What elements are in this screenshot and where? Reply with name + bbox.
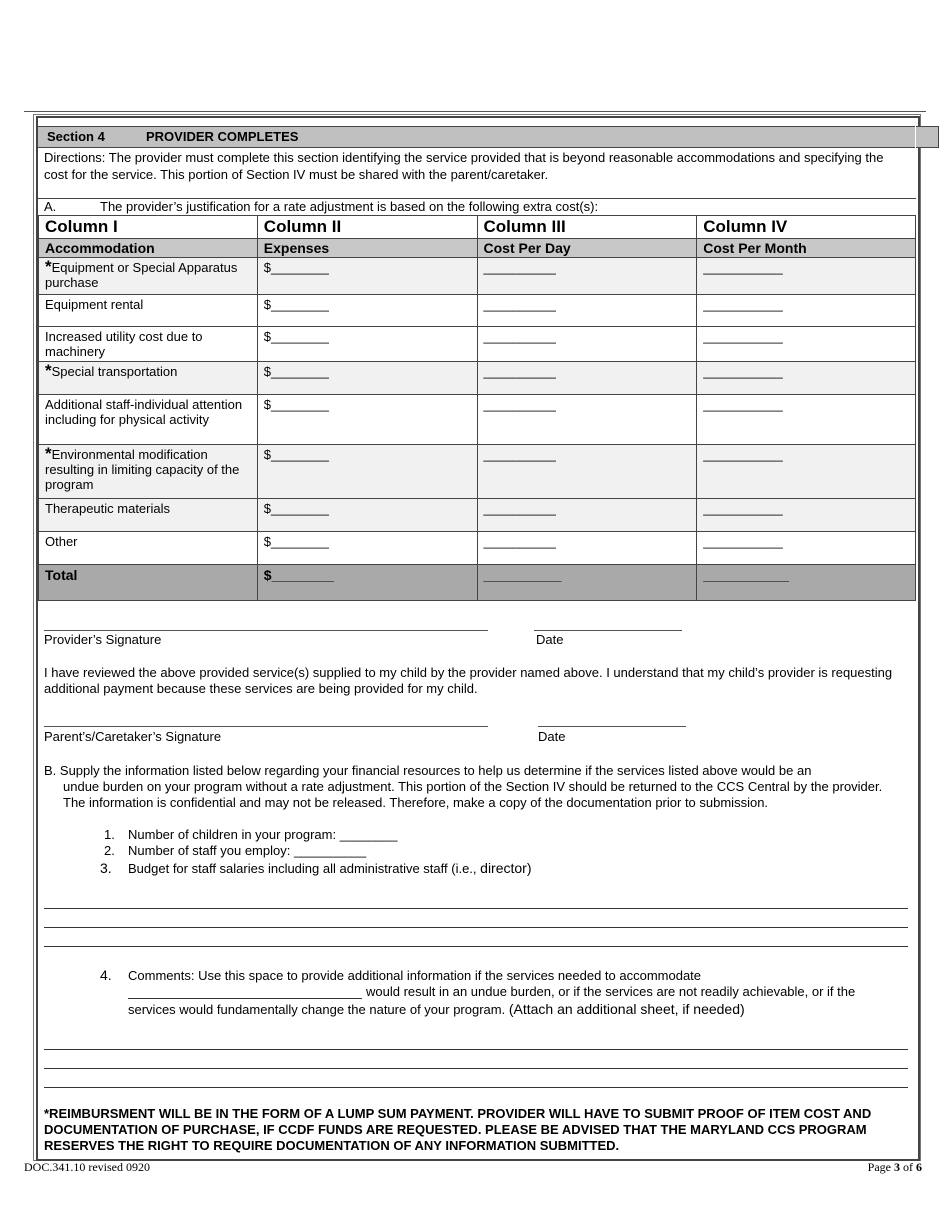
- expense-field[interactable]: $________: [257, 295, 477, 327]
- cost-per-month-field[interactable]: ___________: [697, 295, 916, 327]
- cost-per-day-field[interactable]: __________: [477, 532, 697, 565]
- budget-label: [128, 860, 532, 876]
- total-day-field[interactable]: __________: [477, 565, 697, 601]
- accommodation-label: Increased utility cost due to machinery: [45, 329, 203, 359]
- asterisk: *: [45, 361, 52, 380]
- list-number: 3.: [100, 860, 112, 876]
- column-header-row: [39, 216, 916, 239]
- table-row: [39, 327, 916, 362]
- accommodation-label: Environmental modification resulting in limiting capacity of the program: [45, 447, 240, 492]
- table-row: [39, 499, 916, 532]
- accommodation-cell: [39, 532, 258, 565]
- provider-date-line[interactable]: [534, 630, 682, 631]
- budget-answer-line[interactable]: [44, 946, 908, 947]
- table-row: [39, 395, 916, 445]
- reimbursement-notice: *REIMBURSMENT WILL BE IN THE FORM OF A LUMP SUM PAYMENT. PROVIDER WILL HAVE TO SUBMIT PROOF OF ITEM COST AND DOCUMENTATION OF PURCHASE, IF CCDF FUNDS ARE REQUESTED. PLEASE BE ADVISED THAT THE MARYLAND CCS PROGRAM RESERVES THE RIGHT TO REQUIRE DOCUMENTATION OF ANY INFORMATION SUBMITTED.: [44, 1106, 872, 1153]
- part-a-text: The provider’s justification for a rate adjustment is based on the following extra cost(s):: [100, 199, 599, 214]
- list-number: 1.: [104, 827, 115, 842]
- table-row: [39, 532, 916, 565]
- cost-table: [38, 215, 916, 601]
- children-count-field[interactable]: Number of children in your program: ________: [128, 827, 398, 842]
- cost-per-month-field[interactable]: ___________: [697, 362, 916, 395]
- budget-answer-line[interactable]: [44, 908, 908, 909]
- accommodation-cell: [39, 395, 258, 445]
- accommodation-cell: [39, 258, 258, 295]
- parent-date-line[interactable]: [538, 726, 686, 727]
- parent-signature-label: Parent’s/Caretaker’s Signature: [44, 729, 222, 744]
- section-header: [38, 126, 915, 148]
- parent-signature-line[interactable]: [44, 726, 488, 727]
- accommodation-blank[interactable]: [128, 998, 362, 999]
- accommodation-cell: [39, 445, 258, 499]
- cost-per-month-field[interactable]: ___________: [697, 445, 916, 499]
- part-a-letter: A.: [44, 199, 57, 214]
- table-row: [39, 445, 916, 499]
- page-total: 6: [916, 1160, 922, 1174]
- accommodation-cell: [39, 499, 258, 532]
- cost-per-day-field[interactable]: __________: [477, 295, 697, 327]
- cost-per-day-field[interactable]: __________: [477, 327, 697, 362]
- budget-tail: director): [480, 860, 532, 876]
- provider-signature-line[interactable]: [44, 630, 488, 631]
- budget-text: Budget for staff salaries including all administrative staff (i.e.,: [128, 861, 477, 876]
- total-label: Total: [39, 565, 258, 601]
- total-expense-field[interactable]: $________: [257, 565, 477, 601]
- section-title: PROVIDER COMPLETES: [146, 129, 299, 144]
- accommodation-cell: [39, 295, 258, 327]
- table-row: [39, 258, 916, 295]
- section-header-tab: [916, 126, 939, 148]
- column-subheader-row: [39, 239, 916, 258]
- staff-count-field[interactable]: Number of staff you employ: __________: [128, 843, 367, 858]
- comments-text-line3: [128, 1001, 745, 1017]
- list-number: 2.: [104, 843, 115, 858]
- comments-text-line2: would result in an undue burden, or if the services are not readily achievable, or if the: [366, 984, 856, 999]
- of-word: of: [903, 1160, 913, 1174]
- comments-answer-line[interactable]: [44, 1068, 908, 1069]
- cost-per-day-field[interactable]: __________: [477, 445, 697, 499]
- provider-signature-label: Provider’s Signature: [44, 632, 162, 647]
- parent-acknowledgement: I have reviewed the above provided service(s) supplied to my child by the provider named above. I understand that my child’s provider is requesting additional payment because these services are being provided for my child.: [44, 665, 893, 696]
- expense-field[interactable]: $________: [257, 532, 477, 565]
- cost-per-month-field[interactable]: ___________: [697, 395, 916, 445]
- cost-per-month-field[interactable]: ___________: [697, 499, 916, 532]
- column-subheader: Cost Per Day: [477, 239, 697, 258]
- part-b-text: undue burden on your program without a rate adjustment. This portion of the Section IV should be returned to the CCS Central by the provider. The information is confidential and may not be released. Therefore, make a copy of the documentation prior to submission.: [63, 779, 883, 810]
- cost-per-day-field[interactable]: __________: [477, 395, 697, 445]
- accommodation-label: Equipment or Special Apparatus purchase: [45, 260, 238, 290]
- accommodation-label: Other: [45, 534, 78, 549]
- comments-text: services would fundamentally change the nature of your program.: [128, 1002, 506, 1017]
- accommodation-cell: [39, 327, 258, 362]
- comments-answer-line[interactable]: [44, 1087, 908, 1088]
- cost-per-day-field[interactable]: __________: [477, 499, 697, 532]
- expense-field[interactable]: $________: [257, 499, 477, 532]
- accommodation-cell: [39, 362, 258, 395]
- section-directions: Directions: The provider must complete this section identifying the service provided that is beyond reasonable accommodations and specifying the cost for the service. This portion of Section IV must be shared with the parent/caretaker.: [44, 150, 884, 182]
- accommodation-label: Therapeutic materials: [45, 501, 170, 516]
- provider-date-label: Date: [536, 632, 564, 647]
- table-row: [39, 362, 916, 395]
- comments-text-line1: Comments: Use this space to provide additional information if the services needed to accommodate: [128, 968, 702, 983]
- asterisk: *: [45, 444, 52, 463]
- accommodation-label: Special transportation: [51, 364, 178, 379]
- expense-field[interactable]: $________: [257, 258, 477, 295]
- page-number: [868, 1160, 922, 1175]
- expense-field[interactable]: $________: [257, 327, 477, 362]
- part-b-text-line1: B. Supply the information listed below regarding your financial resources to help us determine if the services listed above would be an: [44, 763, 812, 778]
- column-header: Column I: [39, 216, 258, 239]
- column-header: Column III: [477, 216, 697, 239]
- page-current: 3: [894, 1160, 900, 1174]
- section-number: Section 4: [47, 129, 105, 144]
- total-month-field[interactable]: ___________: [697, 565, 916, 601]
- accommodation-label: Additional staff-individual attention including for physical activity: [45, 397, 243, 427]
- expense-field[interactable]: $________: [257, 445, 477, 499]
- table-row: [39, 295, 916, 327]
- cost-per-day-field[interactable]: __________: [477, 258, 697, 295]
- column-header: Column IV: [697, 216, 916, 239]
- document-id: DOC.341.10 revised 0920: [24, 1160, 150, 1174]
- column-subheader: Cost Per Month: [697, 239, 916, 258]
- accommodation-label: Equipment rental: [45, 297, 144, 312]
- column-subheader: Accommodation: [39, 239, 258, 258]
- total-row: [39, 565, 916, 601]
- expense-field[interactable]: $________: [257, 395, 477, 445]
- expense-field[interactable]: $________: [257, 362, 477, 395]
- parent-date-label: Date: [538, 729, 566, 744]
- page-word: Page: [867, 1160, 891, 1174]
- column-subheader: Expenses: [257, 239, 477, 258]
- comments-answer-line[interactable]: [44, 1049, 908, 1050]
- list-number: 4.: [100, 967, 112, 983]
- cost-per-day-field[interactable]: __________: [477, 362, 697, 395]
- column-header: Column II: [257, 216, 477, 239]
- top-rule: [24, 111, 926, 112]
- cost-per-month-field[interactable]: ___________: [697, 327, 916, 362]
- comments-tail: (Attach an additional sheet, if needed): [508, 1001, 745, 1017]
- asterisk: *: [45, 257, 52, 276]
- budget-answer-line[interactable]: [44, 927, 908, 928]
- cost-per-month-field[interactable]: ___________: [697, 258, 916, 295]
- cost-per-month-field[interactable]: ___________: [697, 532, 916, 565]
